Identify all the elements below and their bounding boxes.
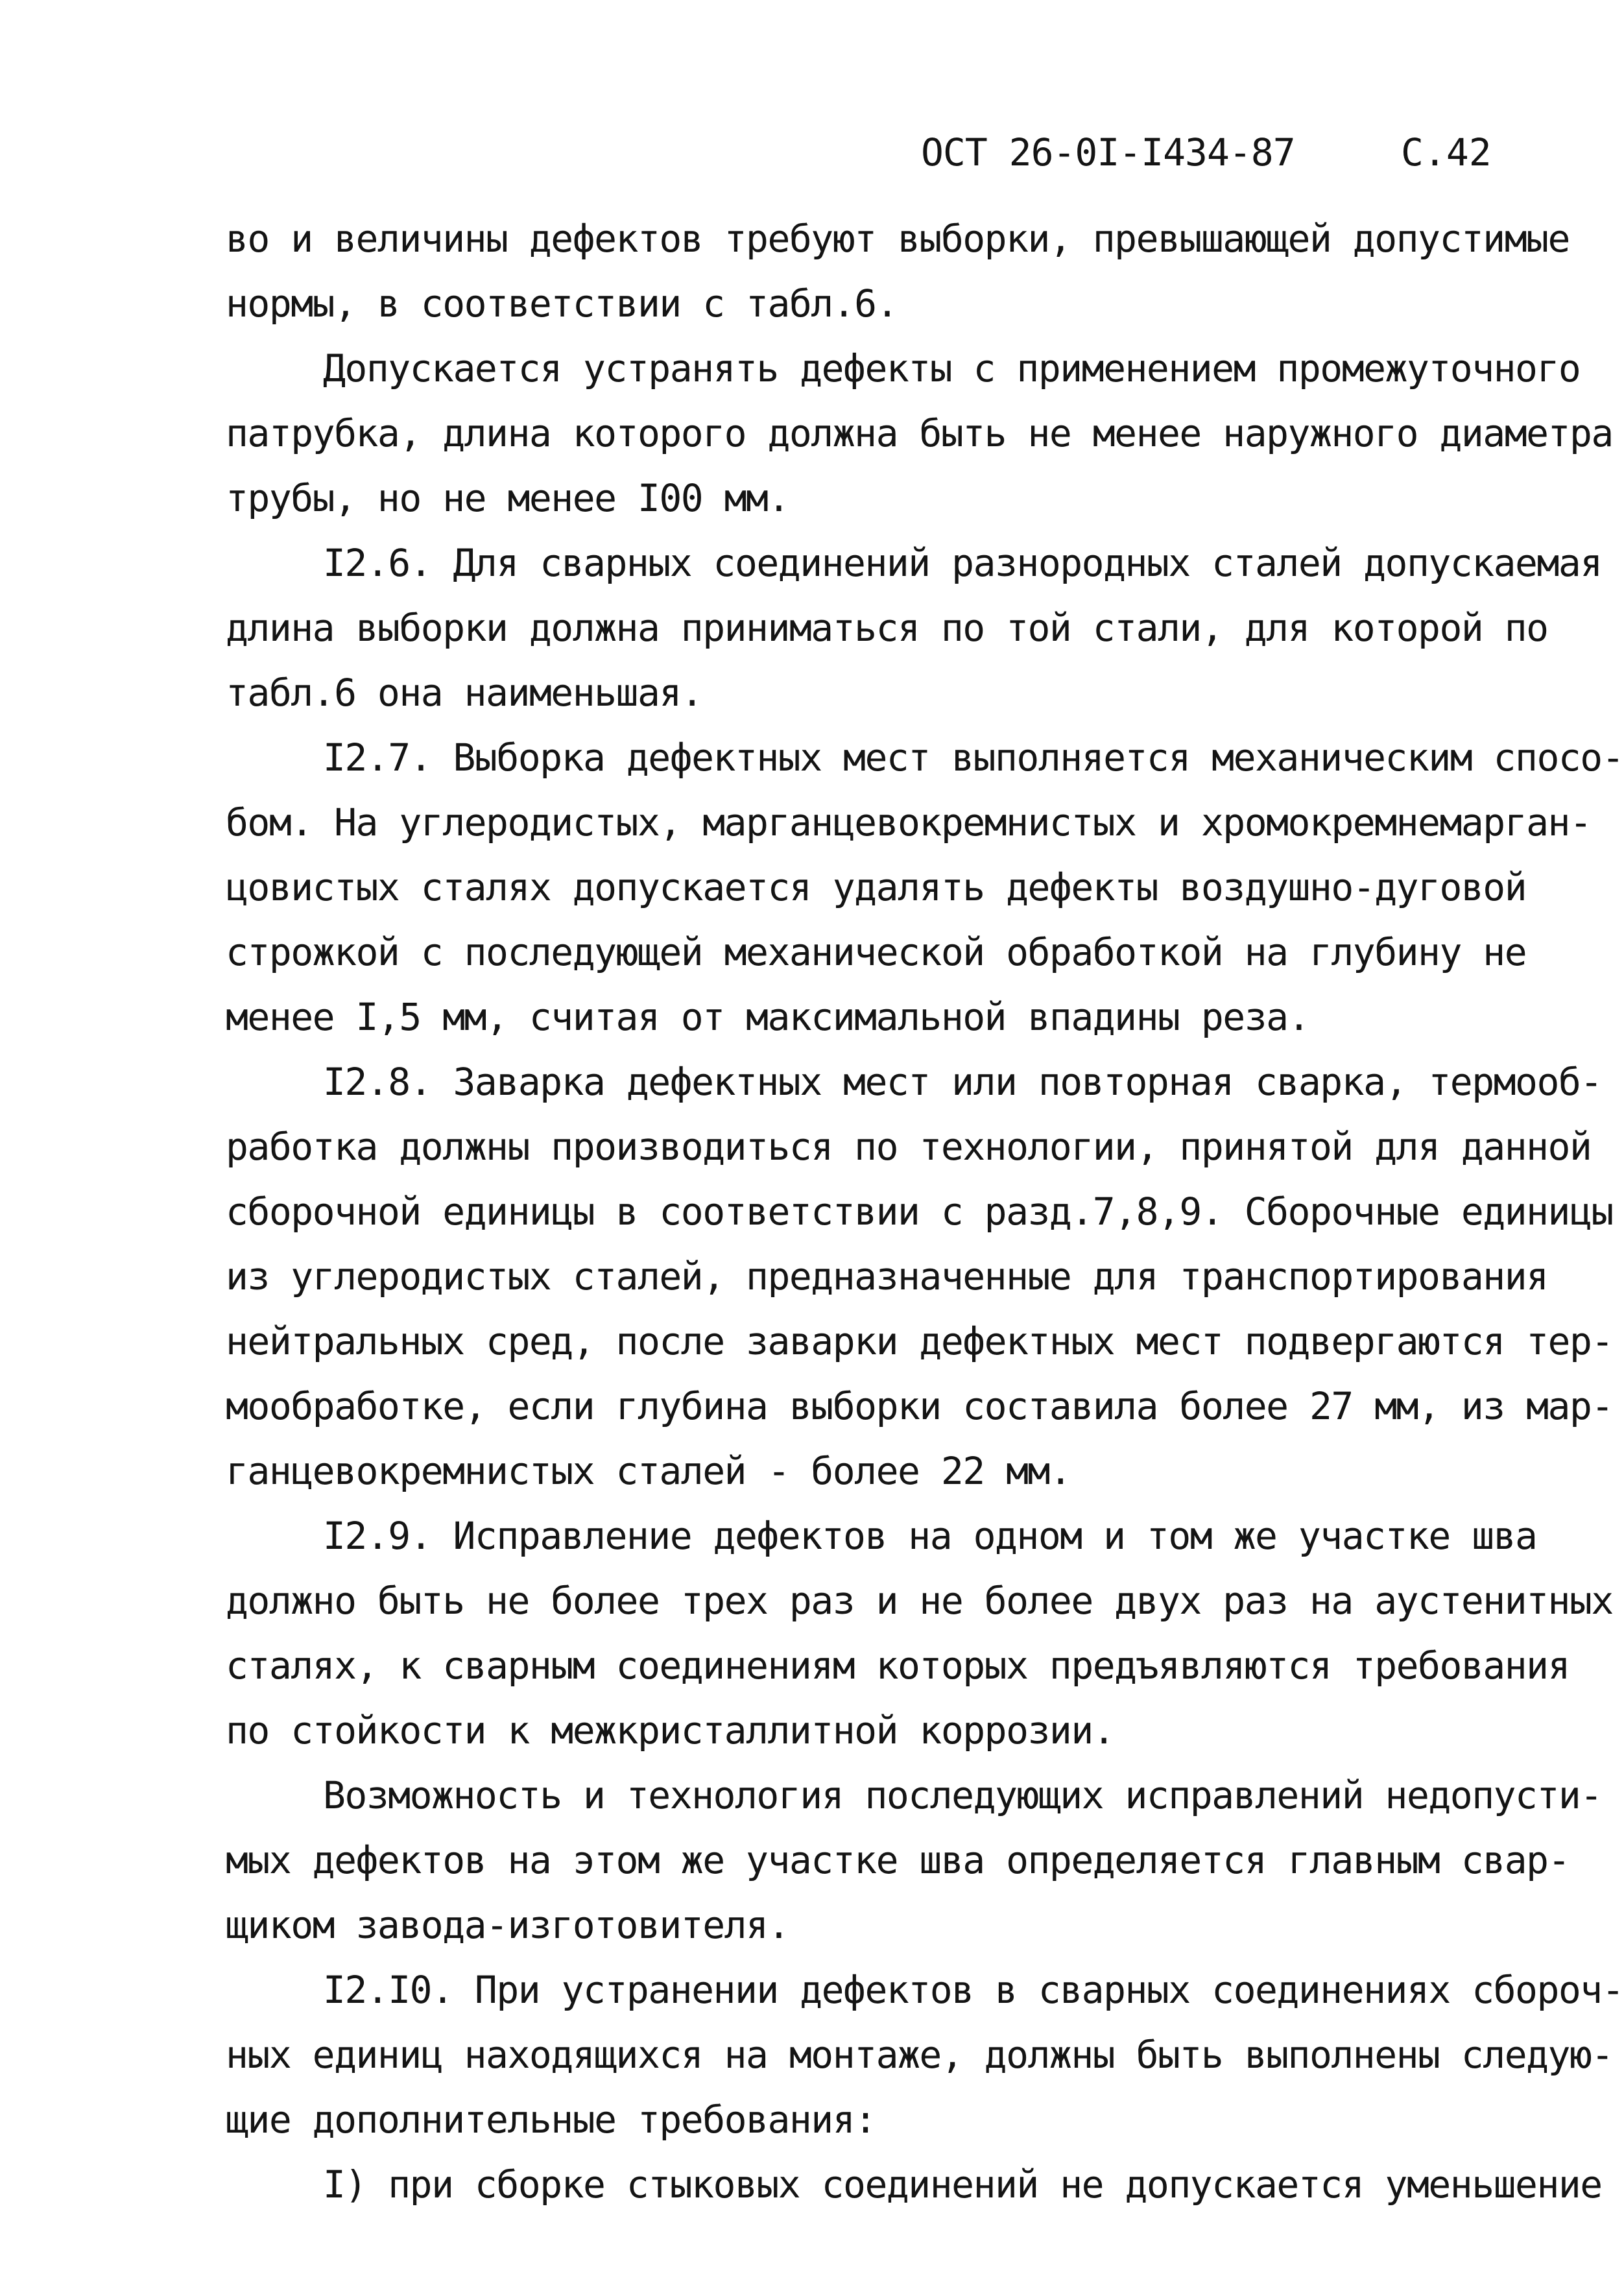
text-line: патрубка, длина которого должна быть не менее наружного диаметра (226, 411, 1613, 455)
text-line: Допускается устранять дефекты с применением промежуточного (323, 346, 1581, 390)
text-line: I2.I0. При устранении дефектов в сварных соединениях сбороч- (323, 1968, 1624, 2012)
text-line: табл.6 она наименьшая. (226, 671, 703, 715)
text-line: бом. На углеродистых, марганцевокремнистых и хромокремнемарган- (226, 800, 1592, 844)
text-line: цовистых сталях допускается удалять дефекты воздушно-дуговой (226, 865, 1527, 909)
text-line: I2.8. Заварка дефектных мест или повторная сварка, термооб- (323, 1060, 1602, 1104)
text-line: I2.6. Для сварных соединений разнородных сталей допускаемая (323, 541, 1602, 585)
text-line: сталях, к сварным соединениям которых предъявляются требования (226, 1644, 1570, 1688)
text-line: сборочной единицы в соответствии с разд.7,8,9. Сборочные единицы (226, 1190, 1613, 1234)
text-line: мообработке, если глубина выборки составила более 27 мм, из мар- (226, 1384, 1613, 1428)
text-line: длина выборки должна приниматься по той стали, для которой по (226, 606, 1548, 650)
page-header (921, 123, 1505, 182)
text-line: I) при сборке стыковых соединений не допускается уменьшение (323, 2162, 1602, 2207)
text-line: нейтральных сред, после заварки дефектных мест подвергаются тер- (226, 1319, 1613, 1363)
text-line: строжкой с последующей механической обработкой на глубину не (226, 930, 1527, 974)
page-number: С.42 (1401, 130, 1492, 174)
text-line: I2.7. Выборка дефектных мест выполняется механическим спосо- (323, 736, 1624, 780)
document-code: ОСТ 26-0I-I434-87 (921, 130, 1295, 174)
text-line: во и величины дефектов требуют выборки, превышающей допустимые (226, 217, 1570, 261)
text-line: ных единиц находящихся на монтаже, должны быть выполнены следую- (226, 2033, 1613, 2077)
text-line: мых дефектов на этом же участке шва определяется главным свар- (226, 1838, 1570, 1882)
text-line: трубы, но не менее I00 мм. (226, 476, 789, 520)
text-line: должно быть не более трех раз и не более двух раз на аустенитных (226, 1579, 1613, 1623)
text-line: по стойкости к межкристаллитной коррозии. (226, 1708, 1115, 1753)
text-line: ганцевокремнистых сталей - более 22 мм. (226, 1449, 1071, 1493)
text-line: I2.9. Исправление дефектов на одном и том же участке шва (323, 1514, 1537, 1558)
text-line: нормы, в соответствии с табл.6. (226, 281, 898, 326)
text-line: из углеродистых сталей, предназначенные для транспортирования (226, 1254, 1548, 1298)
text-line: работка должны производиться по технологии, принятой для данной (226, 1125, 1592, 1169)
text-line: менее I,5 мм, считая от максимальной впадины реза. (226, 995, 1309, 1039)
text-line: Возможность и технология последующих исправлений недопусти- (323, 1773, 1602, 1817)
text-line: щиком завода-изготовителя. (226, 1903, 789, 1947)
text-line: щие дополнительные требования: (226, 2098, 876, 2142)
